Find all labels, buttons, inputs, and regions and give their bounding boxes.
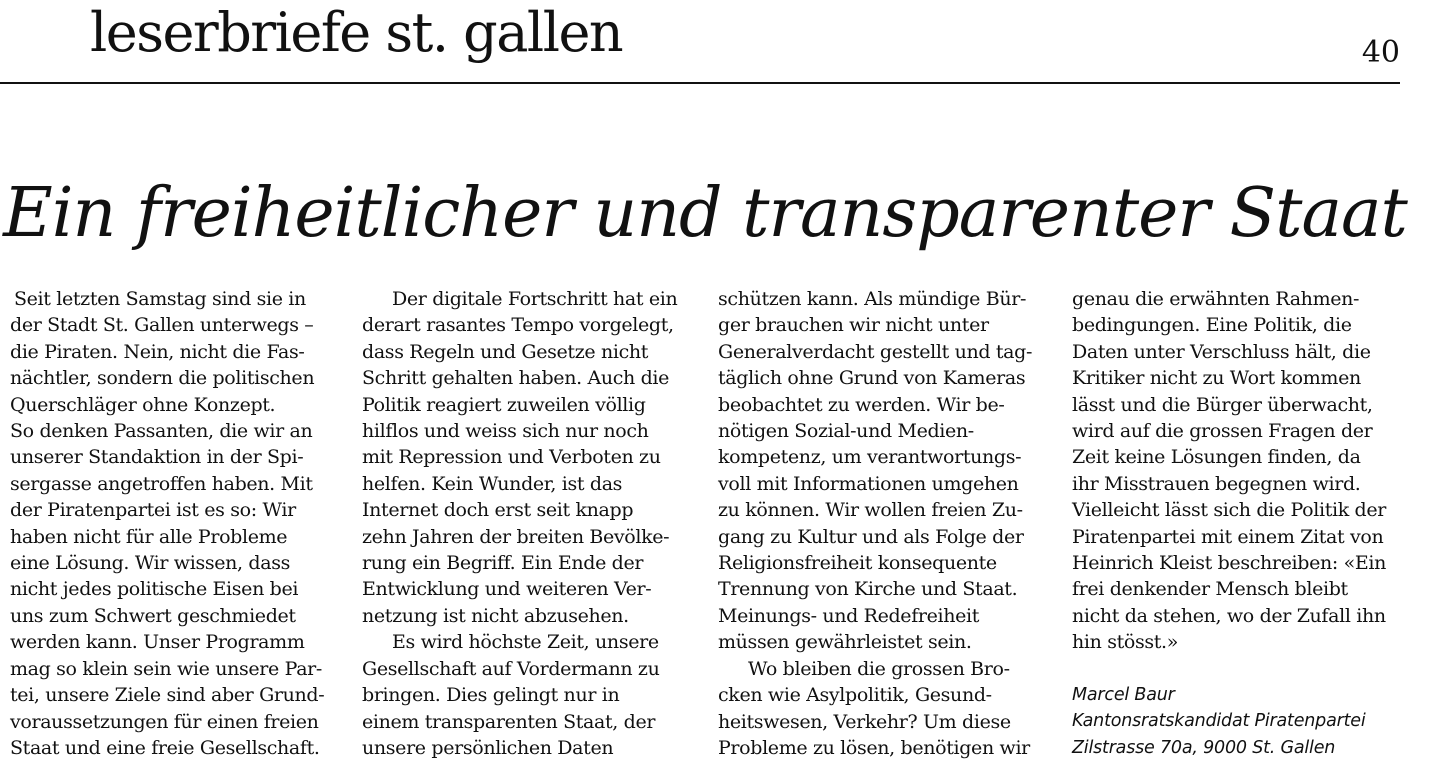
article-text-line: Probleme zu lösen, benötigen wir [718, 736, 1030, 759]
article-text-line: Wo bleiben die grossen Bro- [748, 657, 1010, 680]
article-text-line: Kritiker nicht zu Wort kommen [1072, 367, 1361, 390]
article-text-line: Trennung von Kirche und Staat. [718, 578, 1018, 601]
article-text-line: nächtler, sondern die politischen [10, 367, 315, 390]
article-text-line: Daten unter Verschluss hält, die [1072, 340, 1371, 363]
article-text-line: nötigen Sozial-und Medien- [718, 420, 974, 443]
article-text-line: eine Lösung. Wir wissen, dass [10, 552, 290, 575]
article-text-line: nicht da stehen, wo der Zufall ihn [1072, 604, 1386, 627]
article-text-line: genau die erwähnten Rahmen- [1072, 288, 1360, 310]
article-text-line: cken wie Asylpolitik, Gesund- [718, 684, 992, 707]
page-number: 40 [1361, 35, 1400, 70]
article-text-line: Entwicklung und weiteren Ver- [362, 578, 652, 601]
article-text-line: zu können. Wir wollen freien Zu- [718, 499, 1023, 522]
author-address: Zilstrasse 70a, 9000 St. Gallen [1072, 737, 1336, 758]
article-text-line: voll mit Informationen umgehen [718, 472, 1019, 495]
author-name: Marcel Baur [1072, 685, 1175, 706]
article-text-line: bedingungen. Eine Politik, die [1072, 314, 1352, 337]
article-text-line: der Piratenpartei ist es so: Wir [10, 499, 296, 522]
article-text-line: der Stadt St. Gallen unterwegs – [10, 314, 314, 337]
header-rule [0, 82, 1400, 84]
article-headline: Ein freiheitlicher und transparenter Staat [3, 174, 1407, 253]
author-role: Kantonsratskandidat Piratenpartei [1072, 711, 1366, 732]
article-text-line: rung ein Begriff. Ein Ende der [362, 552, 644, 575]
signature-spacer [1072, 656, 1417, 682]
article-text-line: Es wird höchste Zeit, unsere [392, 631, 659, 654]
article-text-line: voraussetzungen für einen freien [10, 710, 319, 733]
article-text-line: derart rasantes Tempo vorgelegt, [362, 314, 674, 337]
article-column-4 [1072, 286, 1417, 761]
article-text-line: netzung ist nicht abzusehen. [362, 604, 629, 627]
article-text-line: tei, unsere Ziele sind aber Grund- [10, 684, 325, 707]
article-text-line: die Piraten. Nein, nicht die Fas- [10, 340, 305, 363]
article-text-line: Schritt gehalten haben. Auch die [362, 367, 670, 390]
article-text-line: müssen gewährleistet sein. [718, 631, 972, 654]
article-text-line: Seit letzten Samstag sind sie in [14, 288, 306, 310]
article-text-line: ger brauchen wir nicht unter [718, 314, 989, 337]
article-text-line: Gesellschaft auf Vordermann zu [362, 657, 660, 680]
article-text-line: beobachtet zu werden. Wir be- [718, 393, 1005, 416]
article-text-line: zehn Jahren der breiten Bevölke- [362, 525, 670, 548]
article-text-line: So denken Passanten, die wir an [10, 420, 313, 443]
article-text-line: Querschläger ohne Konzept. [10, 393, 276, 416]
article-text-line: Zeit keine Lösungen finden, da [1072, 446, 1361, 469]
article-text-line: unserer Standaktion in der Spi- [10, 446, 304, 469]
article-text-line: Religionsfreiheit konsequente [718, 552, 997, 575]
article-text-line: Der digitale Fortschritt hat ein [392, 288, 678, 310]
article-column-3 [718, 286, 1063, 761]
article-text-line: einem transparenten Staat, der [362, 710, 656, 733]
article-column-4-lines [1072, 286, 1417, 656]
article-text-line: frei denkender Mensch bleibt [1072, 578, 1348, 601]
article-text-line: kompetenz, um verantwortungs- [718, 446, 1022, 469]
article-text-line: heitswesen, Verkehr? Um diese [718, 710, 1011, 733]
article-text-line: uns zum Schwert geschmiedet [10, 604, 296, 627]
article-column-1 [10, 286, 355, 761]
article-text-line: Meinungs- und Redefreiheit [718, 604, 980, 627]
article-text-line: Politik reagiert zuweilen völlig [362, 393, 646, 416]
article-text-line: dass Regeln und Gesetze nicht [362, 340, 649, 363]
article-text-line: Heinrich Kleist beschreiben: «Ein [1072, 552, 1387, 575]
article-text-line: lässt und die Bürger überwacht, [1072, 393, 1373, 416]
article-text-line: wird auf die grossen Fragen der [1072, 420, 1373, 443]
article-text-line: mit Repression und Verboten zu [362, 446, 661, 469]
article-text-line: sergasse angetroffen haben. Mit [10, 472, 313, 495]
article-text-line: ihr Misstrauen begegnen wird. [1072, 472, 1361, 495]
article-text-line: unsere persönlichen Daten [362, 736, 614, 759]
article-text-line: haben nicht für alle Probleme [10, 525, 288, 548]
article-text-line: Vielleicht lässt sich die Politik der [1072, 499, 1386, 522]
article-text-line: Generalverdacht gestellt und tag- [718, 340, 1033, 363]
article-text-line: Staat und eine freie Gesellschaft. [10, 736, 320, 759]
section-title: leserbriefe st. gallen [90, 1, 623, 64]
article-text-line: schützen kann. Als mündige Bür- [718, 288, 1027, 310]
article-column-2 [362, 286, 707, 761]
article-text-line: mag so klein sein wie unsere Par- [10, 657, 322, 680]
article-text-line: Piratenpartei mit einem Zitat von [1072, 525, 1384, 548]
article-text-line: hin stösst.» [1072, 631, 1179, 654]
article-text-line: nicht jedes politische Eisen bei [10, 578, 299, 601]
article-text-line: hilflos und weiss sich nur noch [362, 420, 649, 443]
article-text-line: bringen. Dies gelingt nur in [362, 684, 620, 707]
article-text-line: Internet doch erst seit knapp [362, 499, 634, 522]
article-text-line: gang zu Kultur und als Folge der [718, 525, 1024, 548]
article-text-line: täglich ohne Grund von Kameras [718, 367, 1026, 390]
article-text-line: werden kann. Unser Programm [10, 631, 305, 654]
article-text-line: helfen. Kein Wunder, ist das [362, 472, 623, 495]
